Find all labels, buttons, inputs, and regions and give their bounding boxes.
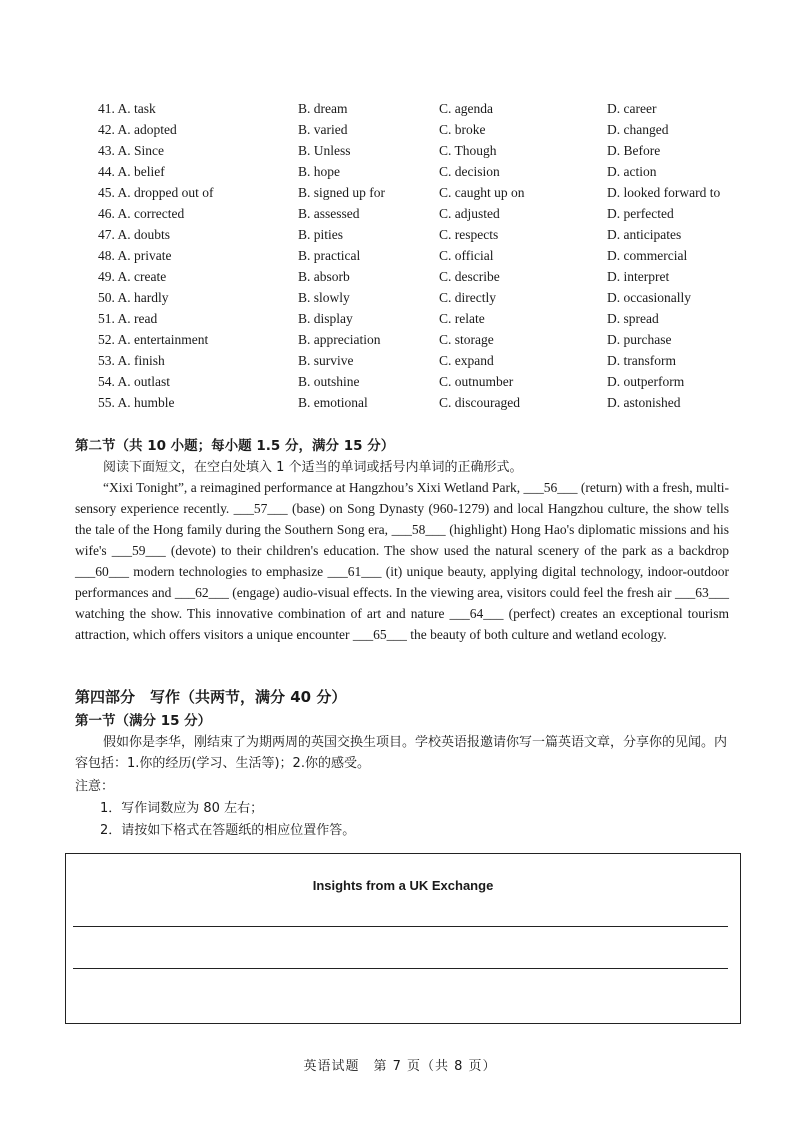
- note-format: 2．请按如下格式在答题纸的相应位置作答。: [100, 823, 356, 838]
- writing-line: [73, 926, 728, 927]
- option-d: D. anticipates: [607, 227, 682, 242]
- option-a: 52. A. entertainment: [98, 332, 209, 347]
- note-word-count: 1．写作词数应为 80 左右；: [100, 801, 264, 816]
- option-a: 50. A. hardly: [98, 290, 169, 305]
- section2-title: 第二节（共 10 小题；每小题 1.5 分，满分 15 分）: [75, 438, 395, 454]
- option-a: 45. A. dropped out of: [98, 185, 214, 200]
- option-c: C. respects: [439, 227, 499, 242]
- choice-row: [98, 119, 738, 140]
- notes-label: 注意：: [75, 779, 115, 794]
- option-b: B. Unless: [298, 143, 351, 158]
- option-b: B. display: [298, 311, 353, 326]
- option-c: C. outnumber: [439, 374, 514, 389]
- option-b: B. absorb: [298, 269, 350, 284]
- choice-row: [98, 371, 738, 392]
- option-c: C. official: [439, 248, 494, 263]
- option-b: B. varied: [298, 122, 348, 137]
- option-c: C. adjusted: [439, 206, 500, 221]
- option-d: D. changed: [607, 122, 669, 137]
- option-b: B. hope: [298, 164, 340, 179]
- option-a: 44. A. belief: [98, 164, 165, 179]
- essay-title: Insights from a UK Exchange: [312, 878, 494, 893]
- choice-row: [98, 245, 738, 266]
- choice-row: [98, 161, 738, 182]
- option-c: C. relate: [439, 311, 485, 326]
- part4-title: 第四部分 写作（共两节，满分 40 分）: [75, 688, 347, 706]
- choice-row: [98, 392, 738, 413]
- option-b: B. assessed: [298, 206, 360, 221]
- page-footer: 英语试题 第 7 页（共 8 页）: [303, 1059, 497, 1074]
- option-c: C. describe: [439, 269, 500, 284]
- option-c: C. caught up on: [439, 185, 525, 200]
- option-d: D. action: [607, 164, 657, 179]
- option-c: C. storage: [439, 332, 494, 347]
- option-c: C. discouraged: [439, 395, 520, 410]
- choice-row: [98, 350, 738, 371]
- option-d: D. career: [607, 101, 657, 116]
- option-c: C. decision: [439, 164, 500, 179]
- option-a: 42. A. adopted: [98, 122, 177, 137]
- option-b: B. dream: [298, 101, 348, 116]
- option-a: 46. A. corrected: [98, 206, 185, 221]
- option-b: B. emotional: [298, 395, 368, 410]
- option-d: D. perfected: [607, 206, 674, 221]
- option-a: 43. A. Since: [98, 143, 164, 158]
- option-c: C. broke: [439, 122, 486, 137]
- option-d: D. astonished: [607, 395, 681, 410]
- option-a: 41. A. task: [98, 101, 156, 116]
- option-b: B. signed up for: [298, 185, 385, 200]
- passage-text: “Xixi Tonight”, a reimagined performance at Hangzhou’s Xixi Wetland Park, ___56___ (return) with a fresh, multi-sensory experience recently. ___57___ (base) on Song Dynasty (960-1279) and local Hangzhou culture, the show tells the tale of the Hong family during the Southern Song era, ___58___ (highlight) Hong Hao's diplomatic missions and his wife's ___59___ (devote) to their children's education. The show used the natural scenery of the park as a backdrop ___60___ modern technologies to emphasize ___61___ (it) unique beauty, applying digital technology, indoor-outdoor performances and ___62___ (engage) audio-visual effects. In the viewing area, visitors could feel the fresh air ___63___ watching the show. This innovative combination of art and nature ___64___ (perfect) creates an exceptional tourism attraction, which offers visitors a unique encounter ___65___ the beauty of both culture and wetland ecology.: [75, 480, 729, 642]
- option-c: C. agenda: [439, 101, 493, 116]
- option-d: D. spread: [607, 311, 659, 326]
- option-b: B. pities: [298, 227, 344, 242]
- option-d: D. interpret: [607, 269, 670, 284]
- writing-line: [73, 968, 728, 969]
- option-d: D. occasionally: [607, 290, 691, 305]
- choice-row: [98, 224, 738, 245]
- section2-instruction: 阅读下面短文，在空白处填入 1 个适当的单词或括号内单词的正确形式。: [103, 460, 523, 475]
- option-a: 55. A. humble: [98, 395, 175, 410]
- option-c: C. expand: [439, 353, 494, 368]
- option-b: B. outshine: [298, 374, 360, 389]
- choice-row: [98, 329, 738, 350]
- option-d: D. commercial: [607, 248, 688, 263]
- option-b: B. appreciation: [298, 332, 381, 347]
- choice-row: [98, 287, 738, 308]
- option-a: 54. A. outlast: [98, 374, 171, 389]
- option-d: D. Before: [607, 143, 661, 158]
- option-a: 49. A. create: [98, 269, 167, 284]
- choice-row: [98, 266, 738, 287]
- option-a: 47. A. doubts: [98, 227, 171, 242]
- option-d: D. transform: [607, 353, 676, 368]
- choice-row: [98, 98, 738, 119]
- option-a: 48. A. private: [98, 248, 172, 263]
- section1-title: 第一节（满分 15 分）: [75, 713, 212, 729]
- option-b: B. slowly: [298, 290, 350, 305]
- option-c: C. Though: [439, 143, 497, 158]
- option-b: B. practical: [298, 248, 361, 263]
- writing-task-text: 假如你是李华，刚结束了为期两周的英国交换生项目。学校英语报邀请你写一篇英语文章，分享你的见闻。内容包括：1.你的经历(学习、生活等)；2.你的感受。: [75, 735, 728, 771]
- cloze-passage: [75, 477, 729, 645]
- answer-format-box: [65, 853, 741, 1024]
- choice-row: [98, 308, 738, 329]
- choice-row: [98, 140, 738, 161]
- option-a: 53. A. finish: [98, 353, 165, 368]
- choice-row: [98, 203, 738, 224]
- option-b: B. survive: [298, 353, 354, 368]
- option-c: C. directly: [439, 290, 496, 305]
- writing-task: [75, 732, 729, 774]
- option-a: 51. A. read: [98, 311, 158, 326]
- option-d: D. looked forward to: [607, 185, 721, 200]
- option-d: D. purchase: [607, 332, 672, 347]
- option-d: D. outperform: [607, 374, 685, 389]
- choice-table: [98, 98, 738, 413]
- choice-row: [98, 182, 738, 203]
